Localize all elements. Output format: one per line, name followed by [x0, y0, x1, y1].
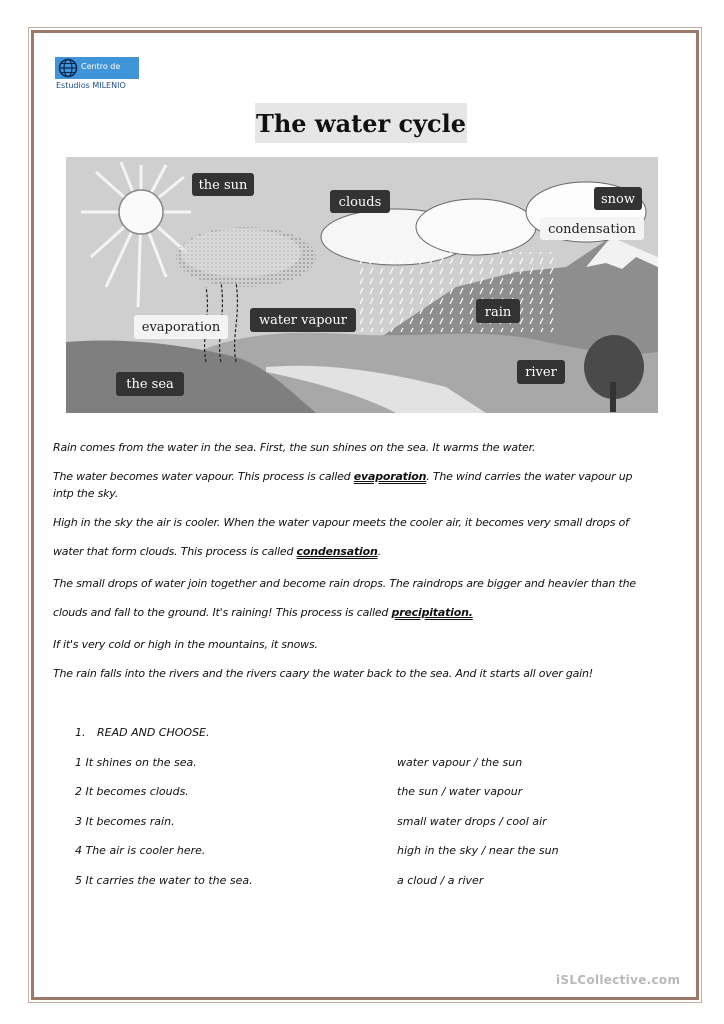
label-rain [476, 299, 520, 323]
watermark: iSLCollective.com [556, 973, 681, 987]
title-box [255, 103, 467, 143]
label-water-vapour [250, 308, 356, 332]
question-2: 2 It becomes clouds. [75, 785, 189, 798]
label-condensation [540, 217, 644, 240]
answer-options-5: a cloud / a river [397, 874, 484, 887]
label-the-sun [192, 173, 254, 196]
logo-line1: Centro de [81, 62, 121, 71]
paragraph-3-line2: water that form clouds. This process is called condensation. [53, 545, 381, 558]
svg-text:snow: snow [601, 192, 635, 207]
paragraph-5: If it's very cold or high in the mountains, it snows. [53, 638, 318, 651]
question-3: 3 It becomes rain. [75, 815, 175, 828]
school-logo [55, 57, 139, 90]
question-4: 4 The air is cooler here. [75, 844, 206, 857]
exercise-number: 1. [75, 726, 86, 739]
rain-graphic [356, 252, 556, 332]
label-the-sea [116, 372, 184, 396]
label-river [517, 360, 565, 384]
paragraph-4-line2: clouds and fall to the ground. It's raining! This process is called precipitation. [53, 606, 473, 619]
svg-text:the sun: the sun [198, 178, 248, 193]
svg-text:evaporation: evaporation [141, 320, 221, 335]
answer-options-2: the sun / water vapour [397, 785, 523, 798]
question-1: 1 It shines on the sea. [75, 756, 197, 769]
paragraph-4-line1: The small drops of water join together and become rain drops. The raindrops are bigger and heavier than the [53, 577, 636, 590]
svg-text:clouds: clouds [338, 195, 382, 210]
svg-text:condensation: condensation [548, 222, 636, 237]
keyword-evaporation: evaporation [353, 470, 427, 483]
question-5: 5 It carries the water to the sea. [75, 874, 253, 887]
globe-icon [58, 58, 78, 78]
label-clouds [330, 190, 390, 213]
water-cycle-diagram [66, 157, 658, 413]
paragraph-1: Rain comes from the water in the sea. First, the sun shines on the sea. It warms the water. [53, 441, 536, 454]
paragraph-2-line2: intp the sky. [53, 487, 119, 500]
answer-options-4: high in the sky / near the sun [397, 844, 559, 857]
svg-text:the sea: the sea [126, 377, 174, 392]
logo-line2: Estudios MILENIO [56, 81, 126, 90]
svg-text:rain: rain [484, 305, 512, 320]
svg-text:river: river [525, 365, 557, 380]
keyword-precipitation: precipitation. [391, 606, 473, 619]
answer-options-1: water vapour / the sun [397, 756, 523, 769]
logo-banner [55, 57, 139, 79]
paragraph-2-line1: The water becomes water vapour. This process is called evaporation. The wind carries the water vapour up [53, 470, 633, 483]
svg-text:water vapour: water vapour [259, 313, 347, 328]
answer-options-3: small water drops / cool air [397, 815, 547, 828]
exercise-heading: READ AND CHOOSE. [97, 726, 210, 739]
label-snow [594, 187, 642, 210]
page-title: The water cycle [255, 108, 467, 138]
label-evaporation [134, 315, 228, 339]
paragraph-6: The rain falls into the rivers and the rivers caary the water back to the sea. And it starts all over gain! [53, 667, 593, 680]
keyword-condensation: condensation [296, 545, 378, 558]
paragraph-3-line1: High in the sky the air is cooler. When the water vapour meets the cooler air, it becomes very small drops of [53, 516, 629, 529]
